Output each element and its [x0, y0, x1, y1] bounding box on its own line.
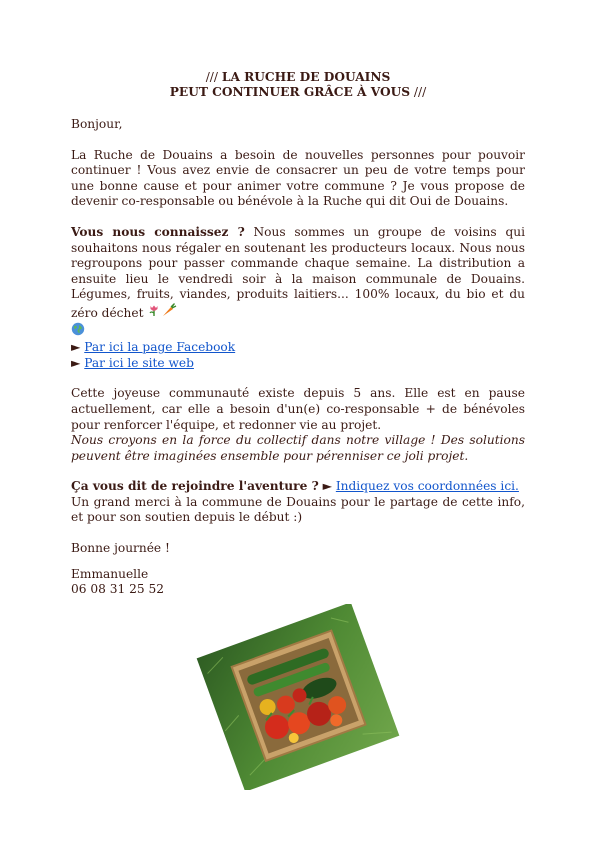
tulip-icon [147, 303, 161, 322]
title-prefix: /// [205, 70, 222, 84]
document-body [71, 70, 525, 598]
goodbye-text: Bonne journée ! [71, 541, 170, 556]
community-paragraph: Cette joyeuse communauté existe depuis 5 ans. Elle est en pause actuellement, car elle a besoin d'un(e) co-responsable + de bénévoles pour renforcer l'équipe, et redonner vie au projet. [71, 386, 525, 432]
signature-name: Emmanuelle [71, 566, 149, 581]
spacer [71, 464, 525, 479]
arrow-icon: ► [318, 479, 336, 494]
title-line2: PEUT CONTINUER GRÂCE À VOUS [169, 85, 411, 99]
website-line [71, 356, 525, 372]
phone-number: 06 08 31 25 52 [71, 582, 165, 597]
facebook-line [71, 340, 525, 356]
spacer [71, 526, 525, 541]
facebook-link[interactable]: Par ici la page Facebook [84, 340, 236, 355]
about-paragraph [71, 225, 525, 340]
spacer [71, 371, 525, 386]
globe-icon [71, 322, 85, 341]
vegetable-box-photo [196, 604, 400, 790]
join-line [71, 479, 525, 495]
intro-paragraph: La Ruche de Douains a besoin de nouvelles personnes pour pouvoir continuer ! Vous avez envie de consacrer un peu de votre temps pour une bonne cause et pour animer votre commune ? Je vous propose de devenir co-responsable ou bénévole à la Ruche qui dit Oui de Douains. [71, 147, 525, 209]
join-lead: Ça vous dit de rejoindre l'aventure ? [71, 479, 319, 494]
spacer [71, 210, 525, 225]
spacer [71, 557, 525, 567]
greeting: Bonjour, [71, 117, 123, 131]
spacer [71, 133, 525, 148]
carrot-icon [161, 303, 177, 322]
page-title [71, 70, 525, 100]
arrow-icon: ► [71, 355, 81, 370]
website-link[interactable]: Par ici le site web [84, 355, 194, 370]
contact-form-link[interactable]: Indiquez vos coordonnées ici. [335, 479, 519, 494]
thanks-paragraph: Un grand merci à la commune de Douains pour le partage de cette info, et pour son soutien depuis le début :) [71, 494, 525, 525]
about-text: Nous sommes un groupe de voisins qui souhaitons nous régaler en soutenant les producteurs locaux. Nous nous regroupons pour passer commande chaque semaine. La distribution a ensuite lieu le vendredi soir à la maison communale de Douains. Légumes, fruits, viandes, produits laitiers... 100% locaux, du bio et du zéro déchet [71, 224, 525, 320]
collective-paragraph: Nous croyons en la force du collectif dans notre village ! Des solutions peuvent être imaginées ensemble pour pérenniser ce joli projet. [71, 433, 525, 463]
title-line1: LA RUCHE DE DOUAINS [221, 70, 391, 84]
title-suffix: /// [410, 85, 427, 99]
arrow-icon: ► [71, 340, 81, 355]
about-lead: Vous nous connaissez ? [71, 224, 245, 239]
